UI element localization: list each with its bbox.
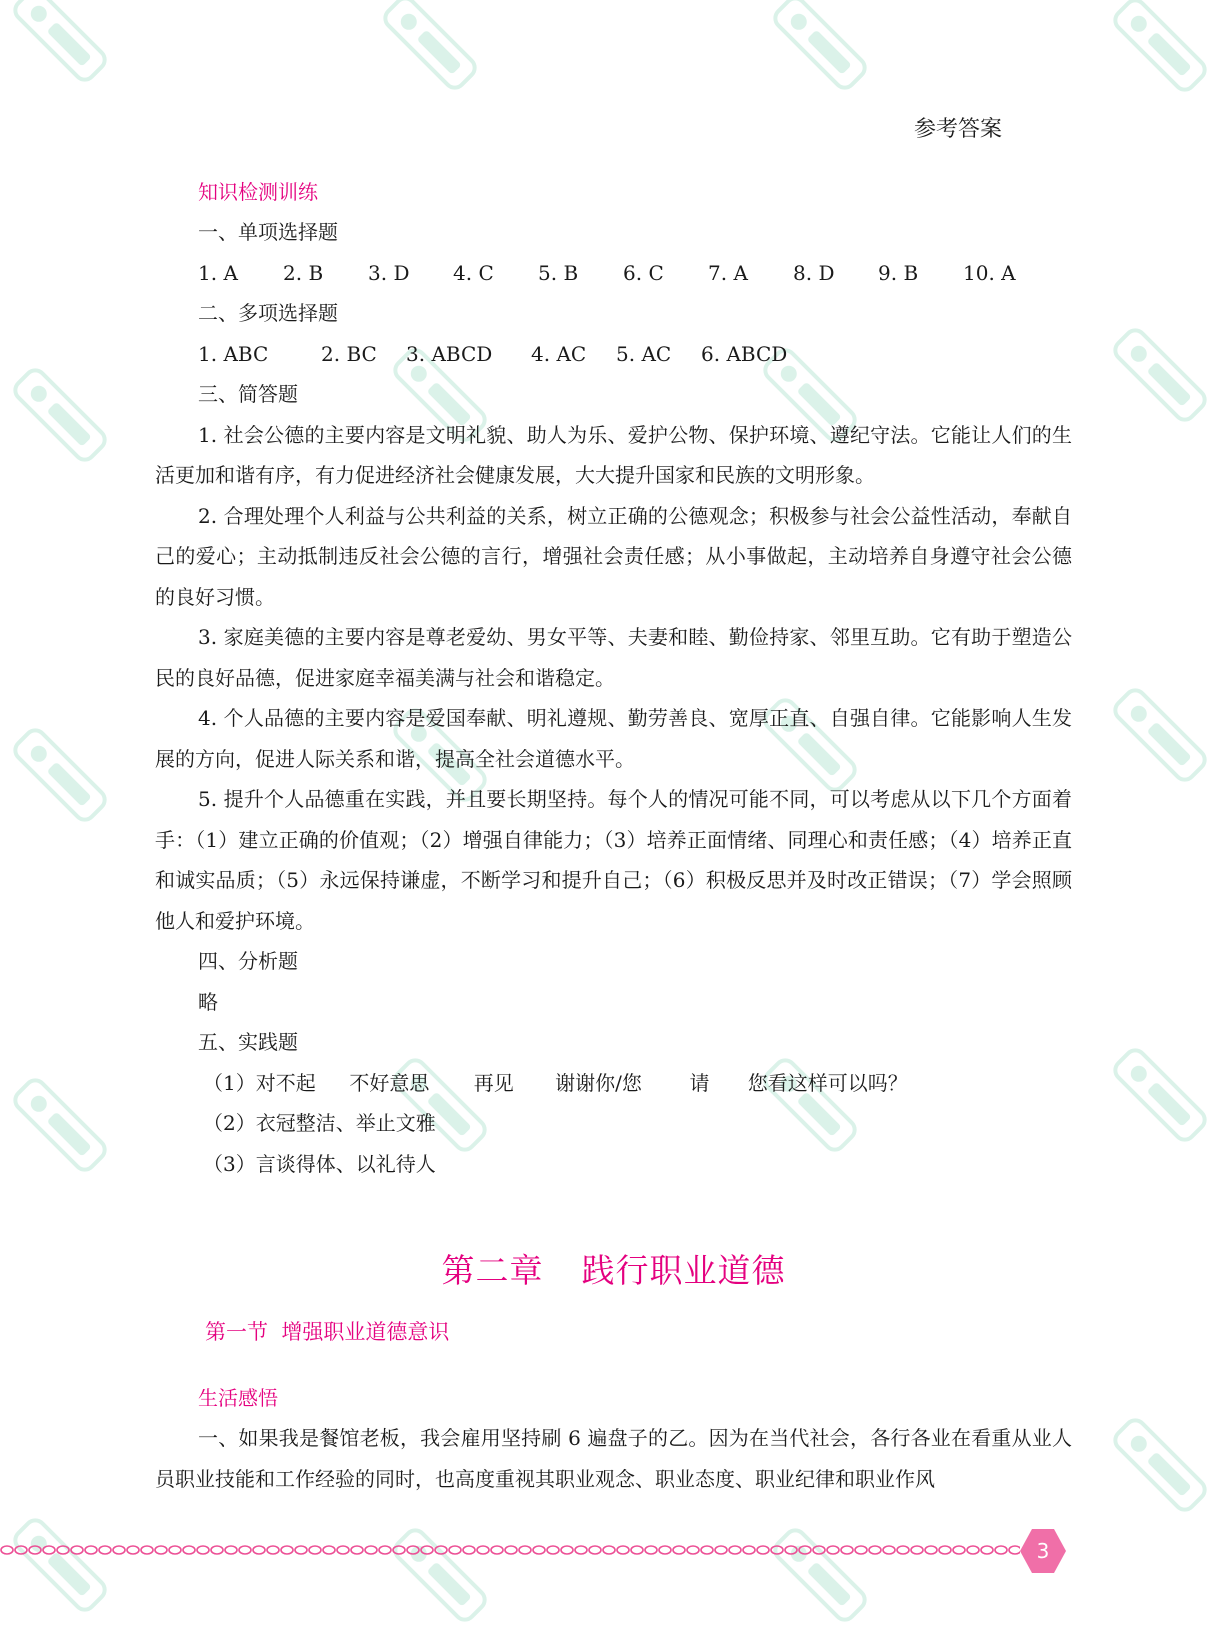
answer-item: 8. D: [793, 260, 835, 285]
answer-paragraph: 2. 合理处理个人利益与公共利益的关系，树立正确的公德观念；积极参与社会公益性活动，奉献自己的爱心；主动抵制违反社会公德的言行，增强社会责任感；从小事做起，主动培养自身遵守社会公德的良好习惯。: [155, 503, 1072, 609]
page-number: 3: [1036, 1539, 1050, 1563]
answer-item: 4. AC: [531, 341, 587, 366]
chapter-name: 践行职业道德: [581, 1251, 786, 1290]
phrase: 不好意思: [349, 1070, 430, 1095]
chapter-number: 第二章: [441, 1251, 544, 1290]
answer-item: 1. A: [198, 260, 238, 285]
section-heading: 生活感悟: [198, 1386, 278, 1410]
running-header: 参考答案: [913, 117, 1002, 142]
answer-item: 4. C: [453, 260, 494, 285]
section-title: [155, 1312, 1072, 1352]
question-title: 四、分析题: [198, 949, 298, 973]
answer-paragraph: 3. 家庭美德的主要内容是尊老爱幼、男女平等、夫妻和睦、勤俭持家、邻里互助。它有助于塑造公民的良好品德，促进家庭幸福美满与社会和谐稳定。: [155, 625, 1072, 690]
answer-paragraph: 5. 提升个人品德重在实践，并且要长期坚持。每个人的情况可能不同，可以考虑从以下几个方面着手：（1）建立正确的价值观；（2）增强自律能力；（3）培养正面情绪、同理心和责任感；（4）培养正直和诚实品质；（5）永远保持谦虚，不断学习和提升自己；（6）积极反思并及时改正错误；（7）学会照顾他人和爱护环境。: [155, 787, 1072, 933]
answer-item: 2. BC: [321, 341, 377, 366]
single-choice-answers: [155, 253, 1072, 294]
watermark-logo-icon: [0, 1498, 127, 1632]
watermark-logo-icon: [1093, 1028, 1225, 1162]
practice-answer-line: [155, 1063, 1072, 1104]
answer-item: 5. B: [538, 260, 579, 285]
practice-answer-line: （3）言谈得体、以礼待人: [203, 1151, 436, 1176]
answer-item: 5. AC: [616, 341, 672, 366]
question-title: 二、多项选择题: [198, 301, 338, 325]
watermark-logo-icon: [1093, 668, 1225, 802]
answer-item: 10. A: [963, 260, 1016, 285]
answer-item: 3. ABCD: [406, 341, 493, 366]
phrase: 请: [689, 1070, 710, 1095]
section-name: 增强职业道德意识: [281, 1320, 450, 1344]
answer-item: 9. B: [878, 260, 919, 285]
watermark-logo-icon: [1093, 308, 1225, 442]
phrase: 您看这样可以吗？: [747, 1070, 908, 1095]
answer-paragraph: 4. 个人品德的主要内容是爱国奉献、明礼遵规、勤劳善良、宽厚正直、自强自律。它能影响人生发展的方向，促进人际关系和谐，提高全社会道德水平。: [155, 706, 1072, 771]
answer-item: 6. C: [623, 260, 664, 285]
section-number: 第一节: [205, 1320, 268, 1344]
multi-choice-answers: [155, 334, 1072, 375]
question-title: 五、实践题: [198, 1030, 298, 1054]
watermark-logo-icon: [0, 1058, 127, 1192]
watermark-logo-icon: [1093, 1398, 1225, 1532]
answer-item: 1. ABC: [198, 341, 269, 366]
answer-item: 7. A: [708, 260, 748, 285]
practice-answer-line: （2）衣冠整洁、举止文雅: [203, 1111, 436, 1135]
main-content: [155, 172, 1072, 1499]
watermark-logo-icon: [373, 1508, 507, 1642]
phrase: 再见: [473, 1070, 514, 1095]
question-title: 一、单项选择题: [198, 220, 338, 244]
answer-item: 2. B: [283, 260, 324, 285]
watermark-logo-icon: [363, 0, 497, 110]
chapter-title: [155, 1246, 1072, 1296]
watermark-logo-icon: [0, 708, 127, 842]
answer-text: 略: [198, 989, 218, 1014]
phrase: 谢谢你/您: [555, 1070, 642, 1095]
answer-paragraph: 1. 社会公德的主要内容是文明礼貌、助人为乐、爱护公物、保护环境、遵纪守法。它能让人们的生活更加和谐有序，有力促进经济社会健康发展，大大提升国家和民族的文明形象。: [155, 422, 1072, 487]
watermark-logo-icon: [0, 348, 127, 482]
watermark-logo-icon: [753, 1508, 887, 1642]
watermark-logo-icon: [0, 0, 127, 102]
answer-paragraph: 一、如果我是餐馆老板，我会雇用坚持刷 6 遍盘子的乙。因为在当代社会，各行各业在看重从业人员职业技能和工作经验的同时，也高度重视其职业观念、职业态度、职业纪律和职业作风: [155, 1426, 1072, 1491]
question-title: 三、简答题: [198, 382, 298, 406]
watermark-logo-icon: [1093, 0, 1225, 112]
answer-item: 6. ABCD: [701, 341, 788, 366]
answer-item: 3. D: [368, 260, 410, 285]
watermark-logo-icon: [753, 0, 887, 110]
section-heading: 知识检测训练: [198, 180, 318, 204]
decorative-border: [0, 1543, 1020, 1557]
phrase: （1）对不起: [203, 1070, 316, 1095]
